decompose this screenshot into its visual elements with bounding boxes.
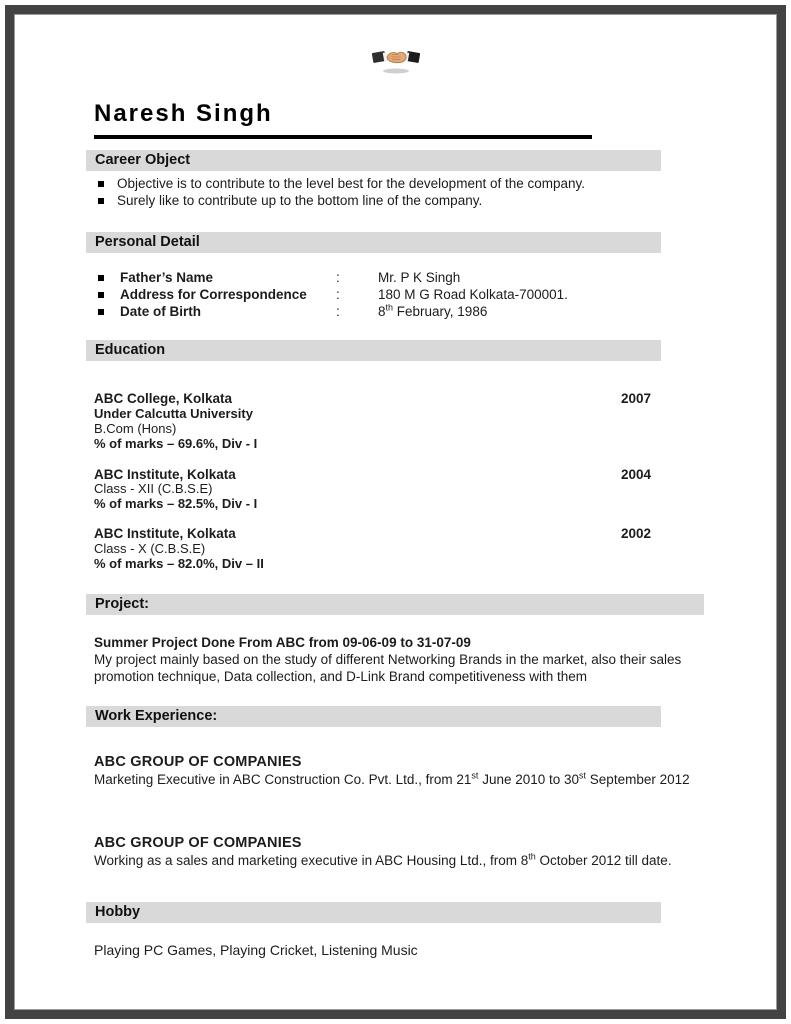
career-bullet-text: Surely like to contribute up to the bottom line of the company. [117,192,483,208]
personal-detail-row [98,287,777,304]
section-header-work-experience [86,706,661,727]
bullet-square-icon [98,198,104,204]
experience-sup: th [528,851,536,862]
institution-name: ABC Institute, Kolkata [94,525,236,541]
education-entry-head [94,468,651,483]
section-header-hobby [86,902,661,923]
hobby-text: Playing PC Games, Playing Cricket, Listening Music [94,942,418,959]
education-detail: B.Com (Hons) [94,420,177,436]
personal-detail-rows [98,270,777,320]
education-year: 2004 [620,466,651,482]
institution-name: ABC College, Kolkata [94,391,233,407]
section-title: Hobby [95,904,141,921]
name-underline [94,135,592,139]
detail-value-text: Mr. P K Singh [378,270,461,285]
project-heading: Summer Project Done From ABC from 09-06-09 to 31-07-09 [94,635,471,651]
career-bullet-text: Objective is to contribute to the level best for the development of the company. [117,176,586,191]
education-marks: % of marks – 69.6%, Div - I [94,435,258,451]
education-marks: % of marks – 82.5%, Div - I [94,496,258,512]
section-header-career-object [86,150,661,171]
resume-name: Naresh Singh [94,100,273,127]
detail-value [378,304,777,321]
page-frame [5,5,786,1019]
handshake-icon [372,40,420,76]
education-entry-head [94,527,651,542]
career-bullet-item [98,176,698,193]
section-title: Personal Detail [95,234,200,250]
detail-value-text: February, 1986 [393,303,488,319]
experience-text: October 2012 till date. [535,853,672,869]
education-detail: Class - XII (C.B.S.E) [94,481,213,497]
education-entry [94,392,651,451]
education-entry [94,527,651,571]
experience-company: ABC GROUP OF COMPANIES [94,754,302,771]
detail-colon: : [336,270,340,285]
detail-label: Address for Correspondence [120,286,307,302]
education-detail: Class - X (C.B.S.E) [94,540,206,556]
career-bullet-item [98,193,698,210]
education-subtitle: Under Calcutta University [94,406,253,422]
education-marks: % of marks – 82.0%, Div – II [94,555,264,571]
bullet-square-icon [98,181,104,187]
bullet-square-icon [98,275,104,281]
detail-label: Father’s Name [120,270,214,285]
detail-value [378,287,777,304]
experience-text: Marketing Executive in ABC Construction Co. Pvt. Ltd., from 21 [94,772,472,788]
section-title: Career Object [95,152,191,168]
detail-value [378,270,777,287]
bullet-square-icon [98,292,104,298]
personal-detail-row [98,304,777,321]
personal-detail-row [98,270,777,287]
experience-sup: st [471,770,479,781]
section-header-education [86,340,661,361]
project-description: My project mainly based on the study of different Networking Brands in the market, also their sales promotion technique, Data collection, and D-Link Brand competitiveness with them [94,652,682,685]
detail-label: Date of Birth [120,303,201,319]
detail-value-text: 8 [378,303,386,319]
bullet-square-icon [98,309,104,315]
education-year: 2007 [620,391,651,407]
detail-colon: : [336,286,340,302]
experience-description [94,852,699,869]
career-object-list [98,176,777,209]
section-header-personal-detail [86,232,661,253]
detail-colon: : [336,303,340,319]
institution-name: ABC Institute, Kolkata [94,466,236,482]
experience-company: ABC GROUP OF COMPANIES [94,835,302,852]
section-title: Education [95,342,166,359]
detail-value-sup: th [385,302,394,313]
experience-description [94,771,699,788]
education-year: 2002 [620,525,651,541]
section-title: Work Experience: [95,708,218,725]
section-header-project [86,594,704,615]
experience-text: September 2012 [586,772,690,788]
section-title: Project: [95,596,149,613]
experience-text: Working as a sales and marketing executive in ABC Housing Ltd., from 8 [94,853,529,869]
header-icon-wrap [14,40,777,80]
detail-value-text: 180 M G Road Kolkata-700001. [378,286,568,302]
experience-text: June 2010 to 30 [478,772,580,788]
education-entry-head [94,392,651,407]
education-entry [94,468,651,512]
experience-sup: st [579,770,587,781]
